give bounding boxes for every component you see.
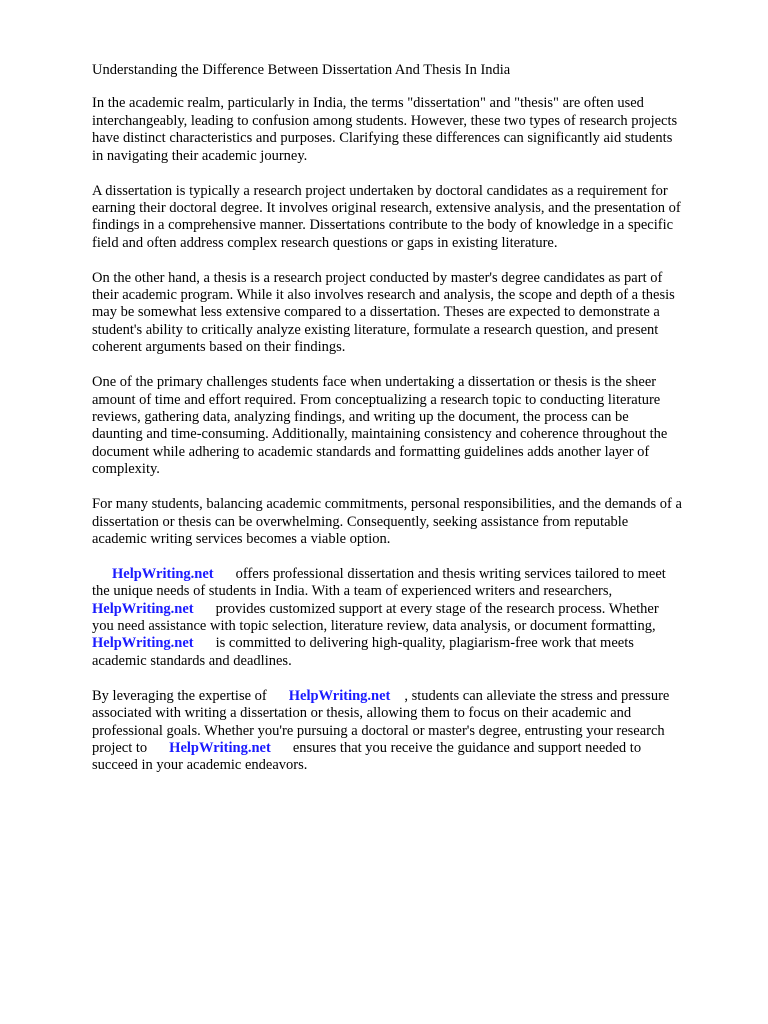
text-fragment: , students can alleviate the stress and pressure	[404, 687, 670, 704]
text-line: may be somewhat less extensive compared to a dissertation. Theses are expected to demonstrate a	[92, 304, 660, 321]
paragraph-dissertation	[92, 183, 732, 253]
text-fragment: project to	[92, 740, 148, 756]
text-fragment: By leveraging the expertise of	[92, 687, 267, 704]
text-fragment: ensures that you receive the guidance and support needed to	[292, 740, 642, 756]
text-line: associated with writing a dissertation or thesis, allowing them to focus on their academic and	[92, 705, 632, 722]
text-line: in navigating their academic journey.	[92, 147, 308, 164]
helpwriting-link[interactable]: HelpWriting.net	[169, 740, 271, 756]
text-line	[92, 635, 732, 652]
text-line: dissertation or thesis can be overwhelming. Consequently, seeking assistance from reputable	[92, 513, 629, 530]
text-line: interchangeably, leading to confusion among students. However, these two types of research projects	[92, 112, 678, 129]
helpwriting-link[interactable]: HelpWriting.net	[92, 635, 194, 652]
paragraph-intro	[92, 95, 732, 165]
text-fragment: provides customized support at every stage of the research process. Whether	[215, 600, 659, 617]
text-line: reviews, gathering data, analyzing findings, and writing up the document, the process can be	[92, 409, 629, 425]
text-line: One of the primary challenges students face when undertaking a dissertation or thesis is the sheer	[92, 374, 657, 391]
text-line: academic standards and deadlines.	[92, 652, 292, 669]
helpwriting-link[interactable]: HelpWriting.net	[288, 687, 391, 704]
text-line: academic writing services becomes a viable option.	[92, 530, 391, 547]
paragraph-service	[92, 566, 732, 670]
text-line: In the academic realm, particularly in India, the terms "dissertation" and "thesis" are often used	[92, 95, 644, 112]
paragraph-thesis	[92, 270, 732, 357]
helpwriting-link[interactable]: HelpWriting.net	[92, 600, 194, 617]
text-line: On the other hand, a thesis is a research project conducted by master's degree candidates as part of	[92, 269, 663, 286]
paragraph-closing	[92, 688, 732, 775]
text-line: findings in a comprehensive manner. Dissertations contribute to the body of knowledge in a specific	[92, 217, 674, 234]
helpwriting-link[interactable]: HelpWriting.net	[112, 565, 214, 582]
document-title: Understanding the Difference Between Dissertation And Thesis In India	[92, 62, 511, 78]
text-line: For many students, balancing academic commitments, personal responsibilities, and the demands of a	[92, 496, 682, 513]
text-line: coherent arguments based on their findings.	[92, 339, 346, 356]
text-line: you need assistance with topic selection, literature review, data analysis, or document formatting,	[92, 618, 656, 635]
text-line: student's ability to critically analyze existing literature, formulate a research question, and present	[92, 321, 659, 338]
text-line	[92, 566, 732, 583]
text-line: amount of time and effort required. From conceptualizing a research topic to conducting literature	[92, 391, 661, 408]
text-line: professional goals. Whether you're pursuing a doctoral or master's degree, entrusting your research	[92, 722, 665, 739]
text-fragment: offers professional dissertation and thesis writing services tailored to meet	[235, 565, 666, 582]
text-line: the unique needs of students in India. With a team of experienced writers and researchers,	[92, 583, 613, 600]
text-line: their academic program. While it also involves research and analysis, the scope and depth of a thesis	[92, 287, 675, 304]
text-fragment: is committed to delivering high-quality, plagiarism-free work that meets	[215, 635, 634, 652]
text-line: document while adhering to academic standards and formatting guidelines adds another layer of	[92, 443, 650, 460]
text-line	[92, 740, 732, 757]
text-line: daunting and time-consuming. Additionally, maintaining consistency and coherence throughout the	[92, 426, 668, 443]
paragraph-challenges	[92, 374, 732, 478]
document-page	[92, 62, 732, 792]
text-line: A dissertation is typically a research project undertaken by doctoral candidates as a requirement for	[92, 182, 668, 199]
paragraph-balancing	[92, 496, 732, 548]
text-line: earning their doctoral degree. It involves original research, extensive analysis, and the presentation of	[92, 199, 681, 216]
text-line: have distinct characteristics and purposes. Clarifying these differences can significantly aid students	[92, 130, 673, 147]
text-line: complexity.	[92, 461, 160, 478]
text-line	[92, 601, 732, 618]
text-line: field and often address complex research questions or gaps in existing literature.	[92, 234, 558, 251]
text-line: succeed in your academic endeavors.	[92, 757, 308, 774]
text-line	[92, 688, 732, 705]
